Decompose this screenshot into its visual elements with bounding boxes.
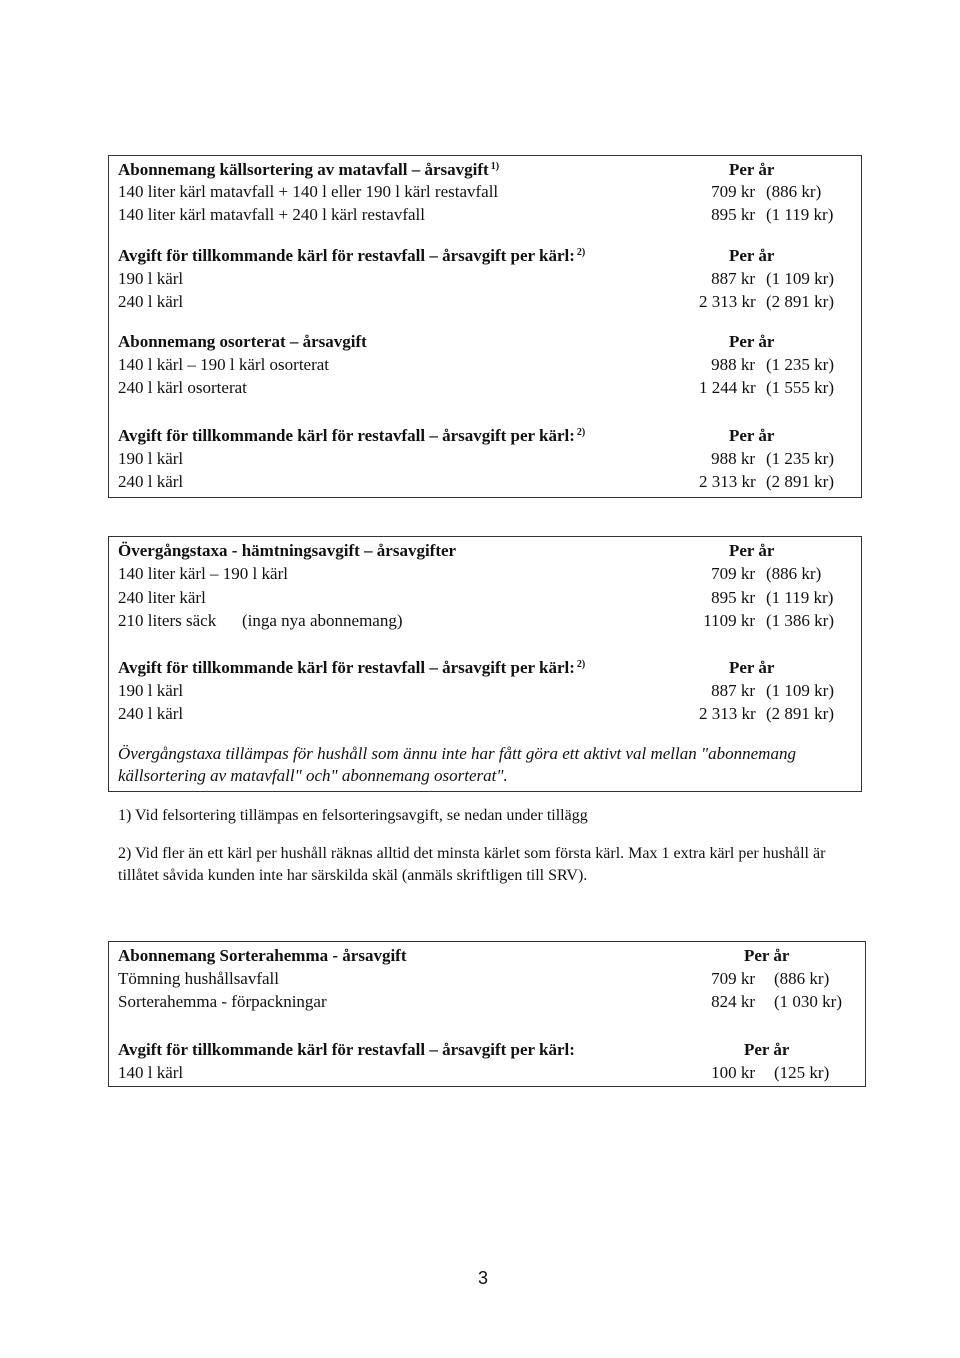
- per-year-label: Per år: [729, 426, 775, 445]
- fee-amount: 1 244 kr: [699, 378, 756, 397]
- fee-amount: 709 kr: [711, 969, 755, 988]
- fee-amount: 988 kr: [711, 355, 755, 374]
- fee-label: 190 l kärl: [118, 269, 184, 288]
- group-heading-row: [109, 245, 861, 267]
- fee-amount: 887 kr: [711, 681, 755, 700]
- fee-label: Sorterahemma - förpackningar: [118, 992, 327, 1011]
- fee-table-3: [108, 941, 866, 1087]
- group-heading-row: [109, 657, 861, 679]
- fee-amount: 2 313 kr: [699, 704, 756, 723]
- per-year-label: Per år: [744, 946, 790, 965]
- fee-amount-incl: (1 555 kr): [766, 378, 834, 397]
- footnote-ref: 1): [490, 161, 500, 172]
- group-heading: Abonnemang källsortering av matavfall – årsavgift $^{1)}$: [118, 160, 500, 179]
- fee-amount-incl: (1 386 kr): [766, 611, 834, 630]
- fee-amount: 100 kr: [711, 1063, 755, 1082]
- fee-row: [109, 268, 861, 290]
- fee-label: 140 liter kärl matavfall + 140 l eller 190 l kärl restavfall: [118, 182, 499, 201]
- fee-row: [109, 680, 861, 702]
- per-year-label: Per år: [729, 160, 775, 179]
- fee-amount: 895 kr: [711, 588, 755, 607]
- fee-amount: 988 kr: [711, 449, 755, 468]
- fee-amount: 895 kr: [711, 205, 755, 224]
- fee-amount-incl: (1 119 kr): [766, 205, 834, 224]
- fee-amount-incl: (2 891 kr): [766, 292, 834, 311]
- fee-row: [109, 354, 861, 376]
- fee-row: [109, 991, 865, 1013]
- per-year-label: Per år: [729, 332, 775, 351]
- footnote-ref: 2): [576, 427, 586, 438]
- per-year-label: Per år: [729, 541, 775, 560]
- fee-label: 210 liters säck: [118, 611, 217, 630]
- per-year-label: Per år: [744, 1040, 790, 1059]
- transition-note: Övergångstaxa tillämpas för hushåll som ännu inte har fått göra ett aktivt val mellan "abonnemang källsortering av matavfall" och" abonnemang osorterat".: [118, 744, 796, 785]
- fee-amount-incl: (886 kr): [774, 969, 830, 988]
- fee-amount-incl: (1 109 kr): [766, 681, 834, 700]
- fee-amount: 2 313 kr: [699, 472, 756, 491]
- fee-row: [109, 610, 861, 632]
- fee-amount-incl: (1 030 kr): [774, 992, 842, 1011]
- fee-amount: 1109 kr: [703, 611, 755, 630]
- fee-label: 140 l kärl: [118, 1063, 184, 1082]
- group-heading-row: [109, 945, 865, 967]
- footnote-ref: 2): [576, 659, 586, 670]
- fee-label-note: (inga nya abonnemang): [242, 611, 403, 630]
- group-heading-row: [109, 159, 861, 181]
- fee-amount-incl: (886 kr): [766, 182, 822, 201]
- group-heading: Abonnemang Sorterahemma - årsavgift: [118, 946, 407, 965]
- footnote-2: 2) Vid fler än ett kärl per hushåll räknas alltid det minsta kärlet som första kärl. Max 1 extra kärl per hushåll är tillåtet såvida kunden inte har särskilda skäl (anmäls skriftligen till SRV).: [118, 845, 826, 884]
- fee-amount-incl: (1 235 kr): [766, 355, 834, 374]
- footnote-ref: 2): [576, 247, 586, 258]
- group-heading: Övergångstaxa - hämtningsavgift – årsavgifter: [118, 541, 457, 560]
- fee-amount-incl: (1 235 kr): [766, 449, 834, 468]
- fee-amount: 824 kr: [711, 992, 755, 1011]
- fee-row: [109, 563, 861, 585]
- fee-row: [109, 377, 861, 399]
- fee-row: [109, 703, 861, 725]
- fee-label: 140 liter kärl – 190 l kärl: [118, 564, 288, 583]
- fee-label: 140 l kärl – 190 l kärl osorterat: [118, 355, 330, 374]
- group-heading: Avgift för tillkommande kärl för restavfall – årsavgift per kärl: $^{2)}$: [118, 658, 586, 677]
- fee-label: 190 l kärl: [118, 449, 184, 468]
- fee-amount-incl: (2 891 kr): [766, 472, 834, 491]
- fee-amount-incl: (2 891 kr): [766, 704, 834, 723]
- fee-label: 240 l kärl: [118, 472, 184, 491]
- fee-row: [109, 291, 861, 313]
- fee-label: 140 liter kärl matavfall + 240 l kärl restavfall: [118, 205, 425, 224]
- fee-amount: 887 kr: [711, 269, 755, 288]
- fee-label: 240 l kärl: [118, 292, 184, 311]
- fee-row: [109, 204, 861, 226]
- per-year-label: Per år: [729, 658, 775, 677]
- fee-label: 240 liter kärl: [118, 588, 206, 607]
- fee-amount-incl: (125 kr): [774, 1063, 830, 1082]
- group-heading-row: [109, 1039, 865, 1061]
- fee-row: [109, 587, 861, 609]
- page-number: 3: [478, 1268, 489, 1288]
- group-heading: Abonnemang osorterat – årsavgift: [118, 332, 367, 351]
- fee-row: [109, 181, 861, 203]
- fee-amount-incl: (886 kr): [766, 564, 822, 583]
- group-heading-row: [109, 331, 861, 353]
- group-heading: Avgift för tillkommande kärl för restavfall – årsavgift per kärl:: [118, 1040, 575, 1059]
- fee-amount-incl: (1 109 kr): [766, 269, 834, 288]
- fee-table-1: [108, 155, 862, 498]
- fee-row: [109, 968, 865, 990]
- per-year-label: Per år: [729, 246, 775, 265]
- group-heading-row: [109, 540, 861, 562]
- group-heading: Avgift för tillkommande kärl för restavfall – årsavgift per kärl: $^{2)}$: [118, 246, 586, 265]
- fee-amount: 2 313 kr: [699, 292, 756, 311]
- fee-label: 240 l kärl osorterat: [118, 378, 247, 397]
- fee-amount-incl: (1 119 kr): [766, 588, 834, 607]
- fee-label: 240 l kärl: [118, 704, 184, 723]
- footnote-1: 1) Vid felsortering tillämpas en felsorteringsavgift, se nedan under tillägg: [118, 807, 588, 824]
- fee-label: Tömning hushållsavfall: [118, 969, 280, 988]
- fee-row: [109, 471, 861, 493]
- fee-amount: 709 kr: [711, 182, 755, 201]
- fee-amount: 709 kr: [711, 564, 755, 583]
- fee-row: [109, 1062, 865, 1084]
- group-heading-row: [109, 425, 861, 447]
- fee-row: [109, 448, 861, 470]
- group-heading: Avgift för tillkommande kärl för restavfall – årsavgift per kärl: $^{2)}$: [118, 426, 586, 445]
- fee-table-2: [108, 536, 862, 792]
- fee-label: 190 l kärl: [118, 681, 184, 700]
